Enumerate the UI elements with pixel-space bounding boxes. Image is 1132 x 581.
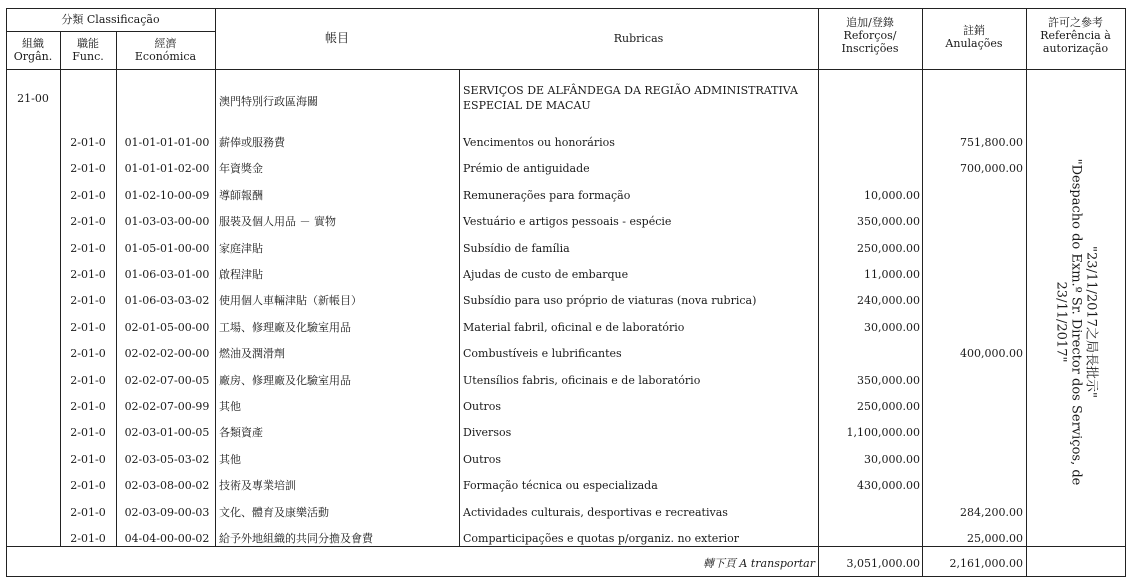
- row-rubric-cn: 其他: [219, 400, 241, 413]
- row-func-code: 2-01-0: [70, 532, 106, 545]
- header-org-pt: Orgân.: [13, 50, 53, 63]
- header-reforcos-cn: 追加/登錄: [846, 16, 894, 29]
- row-econ-code: 02-02-02-00-00: [124, 347, 210, 360]
- row-rubric-pt: Combustíveis e lubrificantes: [463, 347, 622, 360]
- totals-anulacoes: 2,161,000.00: [949, 557, 1023, 570]
- header-reforcos-pt1: Reforços/: [843, 29, 897, 42]
- row-reforcos: 30,000.00: [864, 321, 920, 334]
- totals-top-rule: [6, 546, 1126, 547]
- header-rubrica-cn: 帳目: [324, 31, 349, 45]
- entity-org-code: 21-00: [17, 92, 49, 105]
- row-rubric-cn: 薪俸或服務費: [219, 136, 285, 149]
- row-anulacoes: 751,800.00: [960, 136, 1023, 149]
- entity-name-cn: 澳門特別行政區海關: [219, 95, 318, 108]
- pt-ref-rule: [818, 8, 819, 577]
- header-referencia: [1026, 16, 1125, 55]
- row-reforcos: 250,000.00: [857, 400, 920, 413]
- row-func-code: 2-01-0: [70, 506, 106, 519]
- row-rubric-cn: 燃油及潤滑劑: [219, 347, 285, 360]
- row-rubric-pt: Remunerações para formação: [463, 189, 631, 202]
- row-rubric-pt: Outros: [463, 453, 502, 466]
- row-rubric-cn: 工場、修理廠及化驗室用品: [219, 321, 351, 334]
- row-rubric-pt: Actividades culturais, desportivas e recreativas: [463, 506, 728, 519]
- anu-auth-rule: [1026, 8, 1027, 577]
- top-rule: [6, 8, 1126, 9]
- header-org-cn: 組織: [22, 37, 44, 50]
- row-rubric-cn: 啟程津貼: [219, 268, 263, 281]
- row-rubric-pt: Vestuário e artigos pessoais - espécie: [463, 215, 672, 228]
- budget-table: [6, 8, 1126, 577]
- row-rubric-cn: 廠房、修理廠及化驗室用品: [219, 374, 351, 387]
- row-reforcos: 430,000.00: [857, 479, 920, 492]
- row-econ-code: 01-01-01-02-00: [124, 162, 210, 175]
- header-classificacao: 分類 Classificação: [61, 13, 160, 26]
- row-econ-code: 01-05-01-00-00: [124, 242, 210, 255]
- row-rubric-pt: Comparticipações e quotas p/organiz. no exterior: [463, 532, 739, 545]
- row-rubric-cn: 服裝及個人用品 － 實物: [219, 215, 336, 228]
- right-border: [1125, 8, 1126, 577]
- entity-name-pt-line1: SERVIÇOS DE ALFÂNDEGA DA REGIÃO ADMINISTRATIVA: [463, 84, 798, 97]
- header-anulacoes-pt: Anulações: [945, 37, 1003, 50]
- header-econ-cn: 經濟: [154, 37, 177, 50]
- row-func-code: 2-01-0: [70, 347, 106, 360]
- row-anulacoes: 400,000.00: [960, 347, 1023, 360]
- row-func-code: 2-01-0: [70, 400, 106, 413]
- row-econ-code: 02-02-07-00-05: [124, 374, 210, 387]
- header-referencia-pt2: autorização: [1042, 42, 1109, 55]
- row-func-code: 2-01-0: [70, 374, 106, 387]
- row-rubric-pt: Utensílios fabris, oficinais e de laboratório: [463, 374, 701, 387]
- entity-name-pt-line2: ESPECIAL DE MACAU: [463, 99, 591, 112]
- header-anulacoes-cn: 註銷: [963, 24, 985, 37]
- row-rubric-pt: Outros: [463, 400, 502, 413]
- row-func-code: 2-01-0: [70, 136, 106, 149]
- row-func-code: 2-01-0: [70, 426, 106, 439]
- row-anulacoes: 284,200.00: [960, 506, 1023, 519]
- row-func-code: 2-01-0: [70, 294, 106, 307]
- row-rubric-cn: 使用個人車輛津貼（新帳目）: [219, 294, 362, 307]
- row-reforcos: 350,000.00: [857, 215, 920, 228]
- econ-cn-rule: [215, 8, 216, 546]
- header-reforcos: [818, 16, 922, 55]
- row-econ-code: 02-01-05-00-00: [124, 321, 210, 334]
- authorization-line3: 23/11/2017": [1053, 281, 1069, 363]
- row-econ-code: 01-06-03-03-02: [124, 294, 210, 307]
- row-rubric-cn: 家庭津貼: [219, 242, 263, 255]
- totals-reforcos: 3,051,000.00: [846, 557, 920, 570]
- row-rubric-cn: 文化、體育及康樂活動: [219, 506, 329, 519]
- header-func: [60, 37, 116, 63]
- row-rubric-cn: 其他: [219, 453, 241, 466]
- row-econ-code: 02-03-01-00-05: [124, 426, 210, 439]
- row-func-code: 2-01-0: [70, 242, 106, 255]
- authorization-line2: "Despacho do Exm.º Sr. Director dos Serviços, de: [1068, 158, 1084, 486]
- row-econ-code: 04-04-00-00-02: [124, 532, 210, 545]
- header-func-pt: Func.: [72, 50, 104, 63]
- row-rubric-cn: 給予外地組織的共同分擔及會費: [219, 532, 373, 545]
- authorization-text: [1054, 152, 1099, 492]
- classification-rule: [6, 31, 215, 32]
- row-rubric-pt: Material fabril, oficinal e de laboratório: [463, 321, 685, 334]
- org-func-rule: [60, 31, 61, 546]
- header-org: [6, 37, 60, 63]
- row-rubric-cn: 導師報酬: [219, 189, 263, 202]
- row-rubric-cn: 各類資產: [219, 426, 263, 439]
- totals-label: 轉下頁 A transportar: [702, 557, 815, 570]
- row-econ-code: 02-03-08-00-02: [124, 479, 210, 492]
- row-econ-code: 01-06-03-01-00: [124, 268, 210, 281]
- header-anulacoes: [922, 24, 1026, 50]
- func-econ-rule: [116, 31, 117, 546]
- row-econ-code: 01-02-10-00-09: [124, 189, 210, 202]
- row-func-code: 2-01-0: [70, 453, 106, 466]
- authorization-reference: [1029, 151, 1123, 493]
- row-func-code: 2-01-0: [70, 268, 106, 281]
- row-rubric-pt: Diversos: [463, 426, 512, 439]
- header-econ: [116, 37, 215, 63]
- row-reforcos: 30,000.00: [864, 453, 920, 466]
- row-anulacoes: 25,000.00: [967, 532, 1023, 545]
- header-bottom-rule: [6, 69, 1126, 70]
- row-rubric-cn: 年資獎金: [219, 162, 263, 175]
- row-econ-code: 02-03-09-00-03: [124, 506, 210, 519]
- row-rubric-pt: Formação técnica ou especializada: [463, 479, 658, 492]
- authorization-line1: "23/11/2017之局長批示": [1083, 246, 1099, 398]
- row-func-code: 2-01-0: [70, 479, 106, 492]
- header-func-cn: 職能: [77, 37, 99, 50]
- header-referencia-pt1: Referência à: [1040, 29, 1111, 42]
- row-func-code: 2-01-0: [70, 189, 106, 202]
- row-rubric-pt: Prémio de antiguidade: [463, 162, 590, 175]
- bottom-rule: [6, 576, 1126, 577]
- ref-anu-rule: [922, 8, 923, 577]
- row-econ-code: 01-03-03-00-00: [124, 215, 210, 228]
- header-reforcos-pt2: Inscrições: [841, 42, 899, 55]
- row-rubric-cn: 技術及專業培訓: [219, 479, 296, 492]
- row-func-code: 2-01-0: [70, 162, 106, 175]
- row-reforcos: 250,000.00: [857, 242, 920, 255]
- cn-pt-rule: [459, 69, 460, 546]
- row-econ-code: 01-01-01-01-00: [124, 136, 210, 149]
- row-rubric-pt: Subsídio de família: [463, 242, 570, 255]
- header-econ-pt: Económica: [134, 50, 197, 63]
- header-referencia-cn: 許可之參考: [1048, 16, 1103, 29]
- row-econ-code: 02-02-07-00-99: [124, 400, 210, 413]
- row-func-code: 2-01-0: [70, 321, 106, 334]
- row-reforcos: 240,000.00: [857, 294, 920, 307]
- row-reforcos: 1,100,000.00: [846, 426, 920, 439]
- row-rubric-pt: Ajudas de custo de embarque: [463, 268, 629, 281]
- row-econ-code: 02-03-05-03-02: [124, 453, 210, 466]
- row-func-code: 2-01-0: [70, 215, 106, 228]
- row-reforcos: 11,000.00: [864, 268, 920, 281]
- row-rubric-pt: Subsídio para uso próprio de viaturas (nova rubrica): [463, 294, 757, 307]
- row-reforcos: 350,000.00: [857, 374, 920, 387]
- row-reforcos: 10,000.00: [864, 189, 920, 202]
- row-rubric-pt: Vencimentos ou honorários: [463, 136, 615, 149]
- row-anulacoes: 700,000.00: [960, 162, 1023, 175]
- header-rubrica-pt: Rubricas: [613, 32, 664, 45]
